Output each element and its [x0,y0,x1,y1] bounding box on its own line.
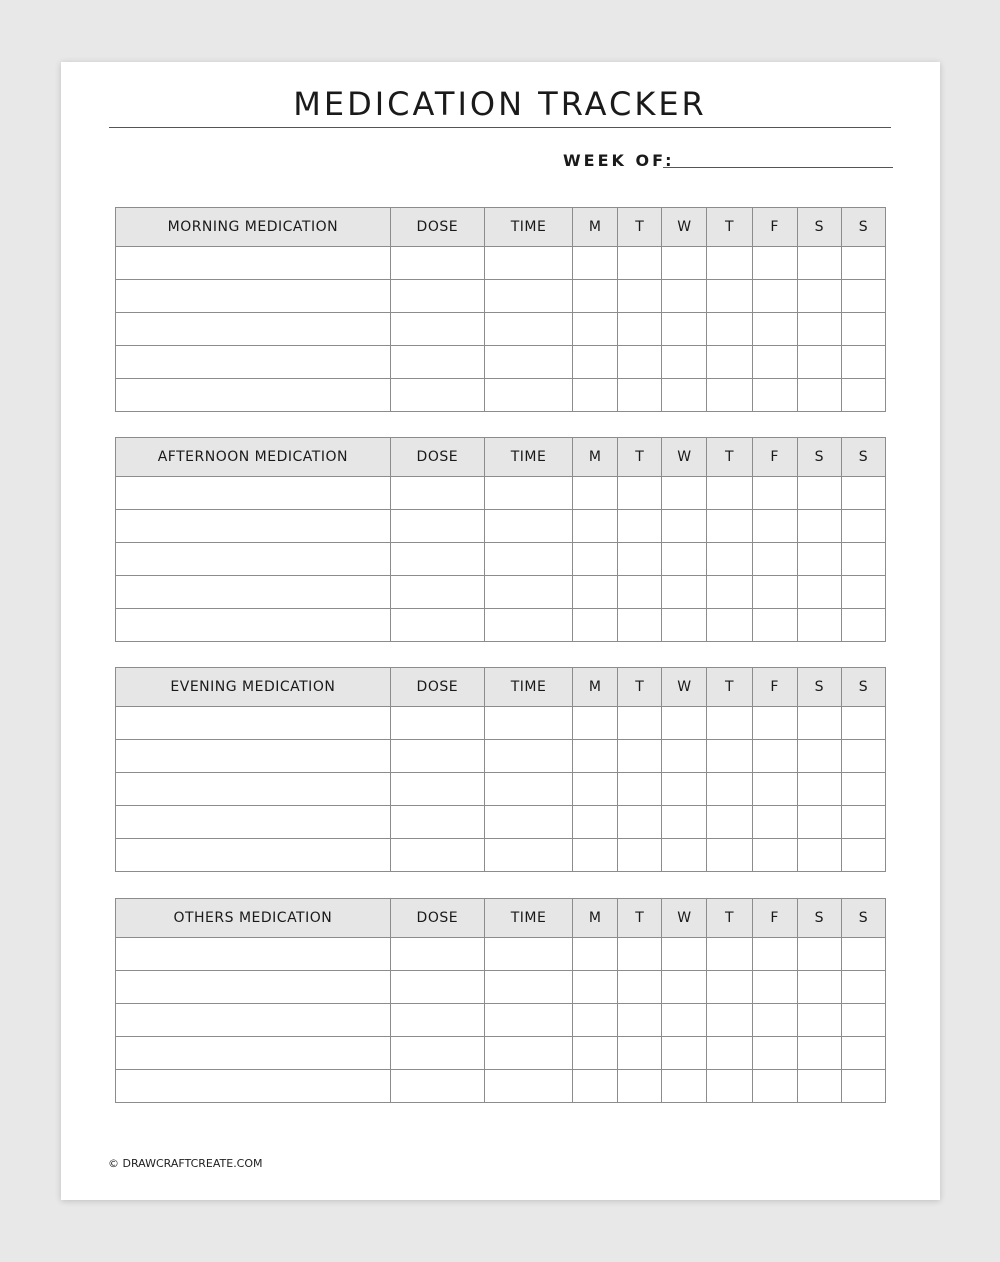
day-check-cell[interactable] [841,773,885,806]
day-check-cell[interactable] [662,280,707,313]
day-check-cell[interactable] [618,938,662,971]
section-title: OTHERS MEDICATION [116,899,391,938]
day-header: T [707,899,752,938]
day-check-cell[interactable] [752,346,797,379]
medication-name-cell[interactable] [116,346,391,379]
day-check-cell[interactable] [797,247,841,280]
day-check-cell[interactable] [618,773,662,806]
time-cell[interactable] [484,543,572,576]
time-cell[interactable] [484,477,572,510]
medication-name-cell[interactable] [116,313,391,346]
medication-name-cell[interactable] [116,971,391,1004]
dose-header: DOSE [390,668,484,707]
day-check-cell[interactable] [841,543,885,576]
day-header: S [841,208,885,247]
day-check-cell[interactable] [618,247,662,280]
week-of-label: WEEK OF: [563,151,675,170]
day-check-cell[interactable] [662,543,707,576]
footer-copyright: © DRAWCRAFTCREATE.COM [108,1157,263,1170]
day-header: W [662,208,707,247]
day-check-cell[interactable] [841,609,885,642]
day-check-cell[interactable] [662,477,707,510]
day-check-cell[interactable] [618,280,662,313]
day-check-cell[interactable] [573,313,618,346]
day-check-cell[interactable] [752,313,797,346]
dose-cell[interactable] [390,280,484,313]
day-check-cell[interactable] [752,839,797,872]
time-cell[interactable] [484,313,572,346]
day-check-cell[interactable] [841,1070,885,1103]
time-cell[interactable] [484,938,572,971]
day-check-cell[interactable] [841,938,885,971]
time-cell[interactable] [484,1037,572,1070]
day-check-cell[interactable] [707,543,752,576]
day-check-cell[interactable] [573,247,618,280]
day-check-cell[interactable] [752,938,797,971]
day-check-cell[interactable] [797,707,841,740]
day-check-cell[interactable] [752,477,797,510]
table-header-row [116,668,886,707]
table-header-row [116,208,886,247]
medication-name-cell[interactable] [116,707,391,740]
day-check-cell[interactable] [752,543,797,576]
day-check-cell[interactable] [707,576,752,609]
day-check-cell[interactable] [573,543,618,576]
medication-name-cell[interactable] [116,1004,391,1037]
day-check-cell[interactable] [841,576,885,609]
section-title: EVENING MEDICATION [116,668,391,707]
day-check-cell[interactable] [752,740,797,773]
dose-cell[interactable] [390,576,484,609]
day-check-cell[interactable] [707,740,752,773]
day-check-cell[interactable] [841,379,885,412]
day-check-cell[interactable] [797,1070,841,1103]
dose-cell[interactable] [390,806,484,839]
time-cell[interactable] [484,609,572,642]
dose-cell[interactable] [390,740,484,773]
day-header: S [797,208,841,247]
day-check-cell[interactable] [707,346,752,379]
day-header: M [573,668,618,707]
day-check-cell[interactable] [618,379,662,412]
table-row [116,379,886,412]
medication-table [115,898,886,1103]
day-check-cell[interactable] [707,510,752,543]
dose-cell[interactable] [390,839,484,872]
medication-name-cell[interactable] [116,740,391,773]
dose-header: DOSE [390,899,484,938]
medication-name-cell[interactable] [116,379,391,412]
day-check-cell[interactable] [573,707,618,740]
day-check-cell[interactable] [707,280,752,313]
day-check-cell[interactable] [707,773,752,806]
day-header: T [618,208,662,247]
day-check-cell[interactable] [841,806,885,839]
day-header: S [841,668,885,707]
medication-name-cell[interactable] [116,1037,391,1070]
day-check-cell[interactable] [841,707,885,740]
time-cell[interactable] [484,1004,572,1037]
day-header: S [797,438,841,477]
day-check-cell[interactable] [841,1004,885,1037]
day-check-cell[interactable] [797,280,841,313]
medication-name-cell[interactable] [116,773,391,806]
day-check-cell[interactable] [707,247,752,280]
day-check-cell[interactable] [618,346,662,379]
medication-table [115,207,886,412]
table-row [116,707,886,740]
dose-cell[interactable] [390,1070,484,1103]
time-header: TIME [484,899,572,938]
day-check-cell[interactable] [841,477,885,510]
dose-header: DOSE [390,208,484,247]
day-check-cell[interactable] [797,839,841,872]
day-check-cell[interactable] [662,740,707,773]
dose-cell[interactable] [390,379,484,412]
day-check-cell[interactable] [662,313,707,346]
day-check-cell[interactable] [662,839,707,872]
medication-name-cell[interactable] [116,609,391,642]
time-header: TIME [484,208,572,247]
day-check-cell[interactable] [662,938,707,971]
dose-cell[interactable] [390,346,484,379]
table-header-row [116,899,886,938]
dose-cell[interactable] [390,543,484,576]
day-header: S [797,899,841,938]
day-header: S [841,899,885,938]
day-check-cell[interactable] [797,576,841,609]
day-check-cell[interactable] [662,773,707,806]
day-check-cell[interactable] [573,477,618,510]
table-row [116,938,886,971]
time-cell[interactable] [484,379,572,412]
table-row [116,346,886,379]
day-header: T [707,668,752,707]
dose-cell[interactable] [390,773,484,806]
day-check-cell[interactable] [707,839,752,872]
medication-table [115,667,886,872]
dose-header: DOSE [390,438,484,477]
section-title: MORNING MEDICATION [116,208,391,247]
day-check-cell[interactable] [797,938,841,971]
day-check-cell[interactable] [618,707,662,740]
table-row [116,1037,886,1070]
day-check-cell[interactable] [662,806,707,839]
time-cell[interactable] [484,773,572,806]
dose-cell[interactable] [390,313,484,346]
day-check-cell[interactable] [797,773,841,806]
day-check-cell[interactable] [752,1070,797,1103]
day-check-cell[interactable] [752,247,797,280]
day-check-cell[interactable] [618,609,662,642]
day-check-cell[interactable] [752,609,797,642]
day-check-cell[interactable] [573,740,618,773]
day-check-cell[interactable] [573,576,618,609]
day-check-cell[interactable] [573,839,618,872]
day-check-cell[interactable] [797,1037,841,1070]
day-check-cell[interactable] [752,806,797,839]
medication-name-cell[interactable] [116,510,391,543]
day-check-cell[interactable] [752,576,797,609]
day-check-cell[interactable] [573,280,618,313]
day-check-cell[interactable] [662,346,707,379]
medication-table [115,437,886,642]
medication-name-cell[interactable] [116,839,391,872]
medication-name-cell[interactable] [116,543,391,576]
day-check-cell[interactable] [752,510,797,543]
medication-name-cell[interactable] [116,938,391,971]
day-check-cell[interactable] [797,971,841,1004]
day-check-cell[interactable] [797,543,841,576]
time-cell[interactable] [484,247,572,280]
day-check-cell[interactable] [707,477,752,510]
table-row [116,1070,886,1103]
dose-cell[interactable] [390,247,484,280]
day-check-cell[interactable] [618,1070,662,1103]
day-check-cell[interactable] [573,379,618,412]
day-check-cell[interactable] [618,839,662,872]
medication-name-cell[interactable] [116,247,391,280]
dose-cell[interactable] [390,971,484,1004]
day-check-cell[interactable] [797,379,841,412]
table-row [116,576,886,609]
day-check-cell[interactable] [618,1037,662,1070]
table-row [116,773,886,806]
day-check-cell[interactable] [618,313,662,346]
day-check-cell[interactable] [662,510,707,543]
day-header: S [797,668,841,707]
table-row [116,477,886,510]
day-check-cell[interactable] [797,1004,841,1037]
table-row [116,313,886,346]
day-check-cell[interactable] [752,707,797,740]
day-check-cell[interactable] [707,1070,752,1103]
day-check-cell[interactable] [707,806,752,839]
day-check-cell[interactable] [618,806,662,839]
time-cell[interactable] [484,707,572,740]
day-check-cell[interactable] [841,740,885,773]
day-check-cell[interactable] [662,707,707,740]
day-check-cell[interactable] [618,510,662,543]
day-check-cell[interactable] [707,1004,752,1037]
day-check-cell[interactable] [752,971,797,1004]
day-check-cell[interactable] [662,1037,707,1070]
day-check-cell[interactable] [707,938,752,971]
day-check-cell[interactable] [797,477,841,510]
day-header: T [618,438,662,477]
time-cell[interactable] [484,971,572,1004]
medication-name-cell[interactable] [116,806,391,839]
day-check-cell[interactable] [841,839,885,872]
day-check-cell[interactable] [707,313,752,346]
day-check-cell[interactable] [797,609,841,642]
day-check-cell[interactable] [841,247,885,280]
day-check-cell[interactable] [797,806,841,839]
day-check-cell[interactable] [841,346,885,379]
time-cell[interactable] [484,740,572,773]
time-cell[interactable] [484,280,572,313]
table-row [116,609,886,642]
day-check-cell[interactable] [573,806,618,839]
page-title: MEDICATION TRACKER [293,85,707,123]
day-check-cell[interactable] [707,609,752,642]
day-check-cell[interactable] [752,379,797,412]
dose-cell[interactable] [390,1037,484,1070]
day-check-cell[interactable] [797,510,841,543]
table-row [116,510,886,543]
day-check-cell[interactable] [797,313,841,346]
day-header: W [662,899,707,938]
day-check-cell[interactable] [707,707,752,740]
time-cell[interactable] [484,510,572,543]
dose-cell[interactable] [390,1004,484,1037]
day-check-cell[interactable] [752,280,797,313]
day-check-cell[interactable] [841,510,885,543]
day-check-cell[interactable] [573,971,618,1004]
day-header: W [662,668,707,707]
time-cell[interactable] [484,806,572,839]
day-check-cell[interactable] [618,477,662,510]
day-check-cell[interactable] [573,346,618,379]
day-check-cell[interactable] [573,773,618,806]
day-check-cell[interactable] [752,1037,797,1070]
day-check-cell[interactable] [662,379,707,412]
week-of-field[interactable] [663,167,893,168]
table-row [116,806,886,839]
medication-name-cell[interactable] [116,576,391,609]
section-title: AFTERNOON MEDICATION [116,438,391,477]
day-check-cell[interactable] [707,379,752,412]
table-row [116,280,886,313]
day-header: W [662,438,707,477]
time-header: TIME [484,668,572,707]
medication-name-cell[interactable] [116,280,391,313]
table-row [116,971,886,1004]
day-check-cell[interactable] [662,1004,707,1037]
day-header: M [573,438,618,477]
day-check-cell[interactable] [573,1004,618,1037]
day-check-cell[interactable] [841,1037,885,1070]
table-row [116,1004,886,1037]
day-header: S [841,438,885,477]
day-check-cell[interactable] [841,280,885,313]
day-check-cell[interactable] [797,740,841,773]
day-check-cell[interactable] [707,1037,752,1070]
day-check-cell[interactable] [662,247,707,280]
day-header: M [573,899,618,938]
dose-cell[interactable] [390,510,484,543]
dose-cell[interactable] [390,707,484,740]
day-check-cell[interactable] [841,313,885,346]
table-header-row [116,438,886,477]
time-cell[interactable] [484,346,572,379]
day-check-cell[interactable] [618,543,662,576]
time-cell[interactable] [484,576,572,609]
day-check-cell[interactable] [573,1037,618,1070]
title-underline [109,127,891,128]
dose-cell[interactable] [390,609,484,642]
dose-cell[interactable] [390,477,484,510]
table-row [116,740,886,773]
day-check-cell[interactable] [841,971,885,1004]
table-row [116,247,886,280]
time-cell[interactable] [484,839,572,872]
day-check-cell[interactable] [618,740,662,773]
day-header: F [752,208,797,247]
day-check-cell[interactable] [662,1070,707,1103]
day-header: T [618,668,662,707]
day-check-cell[interactable] [573,609,618,642]
day-check-cell[interactable] [662,576,707,609]
table-row [116,839,886,872]
day-header: T [618,899,662,938]
day-check-cell[interactable] [618,971,662,1004]
day-check-cell[interactable] [707,971,752,1004]
day-header: M [573,208,618,247]
day-header: F [752,438,797,477]
day-check-cell[interactable] [797,346,841,379]
day-header: T [707,208,752,247]
day-check-cell[interactable] [752,1004,797,1037]
day-check-cell[interactable] [573,938,618,971]
dose-cell[interactable] [390,938,484,971]
day-header: F [752,668,797,707]
medication-name-cell[interactable] [116,477,391,510]
day-check-cell[interactable] [662,971,707,1004]
time-header: TIME [484,438,572,477]
table-row [116,543,886,576]
day-check-cell[interactable] [752,773,797,806]
day-check-cell[interactable] [618,576,662,609]
day-check-cell[interactable] [573,510,618,543]
day-check-cell[interactable] [573,1070,618,1103]
day-header: T [707,438,752,477]
day-header: F [752,899,797,938]
day-check-cell[interactable] [662,609,707,642]
day-check-cell[interactable] [618,1004,662,1037]
time-cell[interactable] [484,1070,572,1103]
medication-name-cell[interactable] [116,1070,391,1103]
